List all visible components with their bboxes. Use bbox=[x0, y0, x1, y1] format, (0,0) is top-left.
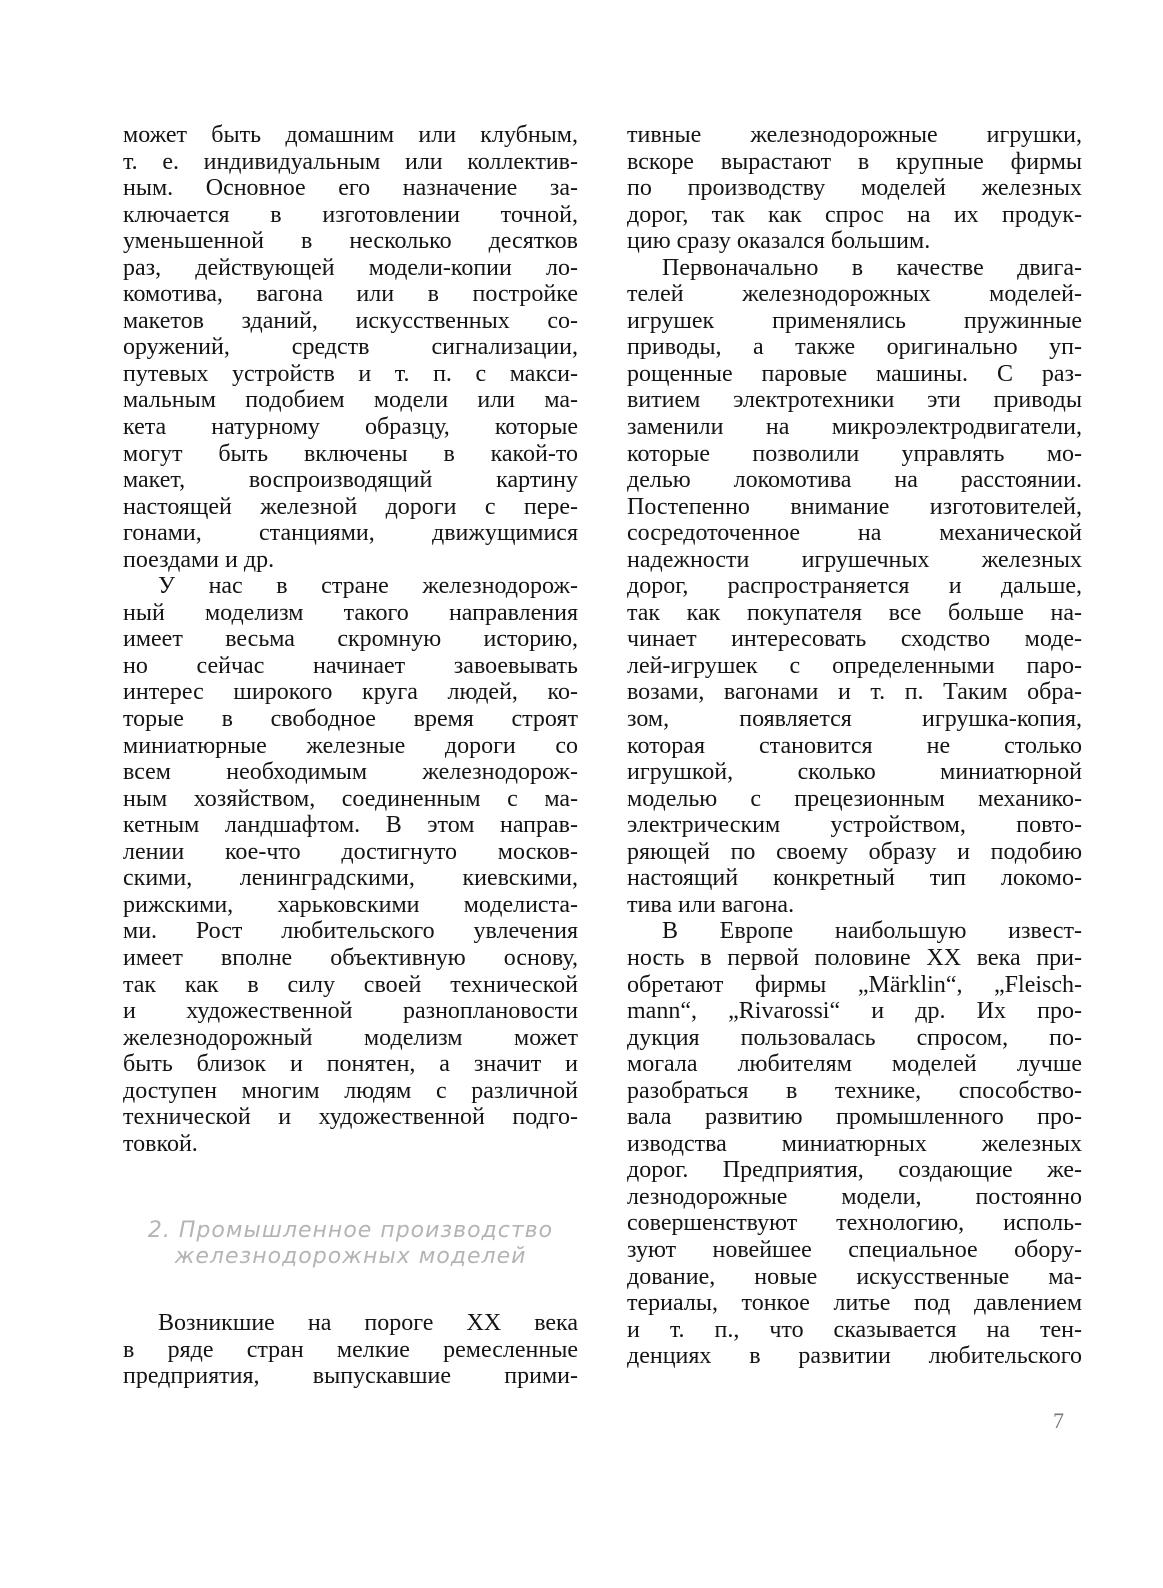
text-line: мальным подобием модели или ма- bbox=[123, 387, 578, 414]
text-line: электрическим устройством, повто- bbox=[627, 812, 1082, 839]
text-line: может быть домашним или клубным, bbox=[123, 122, 578, 148]
text-line: ный моделизм такого направления bbox=[123, 599, 578, 626]
text-line: денциях в развитии любительского bbox=[627, 1343, 1082, 1370]
text-line: ряющей по своему образу и подобию bbox=[627, 838, 1082, 865]
section-heading bbox=[123, 1218, 578, 1270]
text-line: кетным ландшафтом. В этом направ- bbox=[123, 812, 578, 839]
text-line: тивные железнодорожные игрушки, bbox=[627, 122, 1082, 148]
text-line: имеет весьма скромную историю, bbox=[123, 626, 578, 653]
text-line: так как в силу своей технической bbox=[123, 971, 578, 998]
text-line: зом, появляется игрушка-копия, bbox=[627, 706, 1082, 733]
text-line: разобраться в технике, способство- bbox=[627, 1077, 1082, 1104]
text-line: зуют новейшее специальное обору- bbox=[627, 1236, 1082, 1263]
text-line: телей железнодорожных моделей- bbox=[627, 281, 1082, 308]
text-line: дорог, так как спрос на их продук- bbox=[627, 201, 1082, 228]
text-line: рощенные паровые машины. С раз- bbox=[627, 360, 1082, 387]
text-line: дование, новые искусственные ма- bbox=[627, 1263, 1082, 1290]
text-line: макет, воспроизводящий картину bbox=[123, 467, 578, 494]
left-column-continuation bbox=[123, 1310, 578, 1390]
text-line: настоящей железной дороги с пере- bbox=[123, 493, 578, 520]
section-heading-line: железнодорожных моделей bbox=[174, 1244, 527, 1269]
text-line: кета натурному образцу, которые bbox=[123, 414, 578, 441]
text-line: т. е. индивидуальным или коллектив- bbox=[123, 148, 578, 175]
text-line: настоящий конкретный тип локомо- bbox=[627, 865, 1082, 892]
text-line: териалы, тонкое литье под давлением bbox=[627, 1290, 1082, 1317]
text-line: могала любителям моделей лучше bbox=[627, 1051, 1082, 1078]
text-line: оружений, средств сигнализации, bbox=[123, 334, 578, 361]
text-line: комотива, вагона или в постройке bbox=[123, 281, 578, 308]
page-number: 7 bbox=[1053, 1408, 1064, 1433]
text-line: путевых устройств и т. п. с макси- bbox=[123, 360, 578, 387]
text-line: mann“, „Rivarossi“ и др. Их про- bbox=[627, 998, 1082, 1025]
text-line: ность в первой половине XX века при- bbox=[627, 944, 1082, 971]
text-line: тива или вагона. bbox=[627, 891, 795, 918]
text-line: дорог, распространяется и дальше, bbox=[627, 573, 1082, 600]
text-line: торые в свободное время строят bbox=[123, 706, 578, 733]
text-line: заменили на микроэлектродвигатели, bbox=[627, 414, 1082, 441]
text-line: ми. Рост любительского увлечения bbox=[123, 918, 578, 945]
left-column bbox=[123, 122, 578, 1157]
text-line: совершенствуют технологию, исполь- bbox=[627, 1210, 1082, 1237]
text-line: имеет вполне объективную основу, bbox=[123, 944, 578, 971]
text-line: могут быть включены в какой-то bbox=[123, 440, 578, 467]
paragraph-start-line: Первоначально в качестве двига- bbox=[662, 254, 1082, 281]
text-line: рижскими, харьковскими моделиста- bbox=[123, 891, 578, 918]
text-line: так как покупателя все больше на- bbox=[627, 599, 1082, 626]
right-column bbox=[627, 122, 1082, 1370]
text-line: лей-игрушек с определенными паро- bbox=[627, 652, 1082, 679]
text-line: ключается в изготовлении точной, bbox=[123, 201, 578, 228]
text-line: моделью с прецезионным механико- bbox=[627, 785, 1082, 812]
text-line: дорог. Предприятия, создающие же- bbox=[627, 1157, 1082, 1184]
text-line: цию сразу оказался большим. bbox=[627, 228, 931, 255]
text-line: витием электротехники эти приводы bbox=[627, 387, 1082, 414]
text-line: Постепенно внимание изготовителей, bbox=[627, 493, 1082, 520]
text-line: в ряде стран мелкие ремесленные bbox=[123, 1336, 578, 1363]
section-heading-line: 2. Промышленное производство bbox=[147, 1218, 554, 1243]
text-line: уменьшенной в несколько десятков bbox=[123, 228, 578, 255]
text-line: поездами и др. bbox=[123, 546, 275, 573]
text-line: которые позволили управлять мо- bbox=[627, 440, 1082, 467]
text-line: игрушкой, сколько миниатюрной bbox=[627, 759, 1082, 786]
text-line: макетов зданий, искусственных со- bbox=[123, 307, 578, 334]
text-line: лении кое-что достигнуто москов- bbox=[123, 838, 578, 865]
text-line: ным. Основное его назначение за- bbox=[123, 175, 578, 202]
text-line: скими, ленинградскими, киевскими, bbox=[123, 865, 578, 892]
text-line: чинает интересовать сходство моде- bbox=[627, 626, 1082, 653]
text-line: всем необходимым железнодорож- bbox=[123, 759, 578, 786]
paragraph-start-line: Возникшие на пороге XX века bbox=[158, 1310, 578, 1336]
text-line: сосредоточенное на механической bbox=[627, 520, 1082, 547]
text-line: которая становится не столько bbox=[627, 732, 1082, 759]
text-line: гонами, станциями, движущимися bbox=[123, 520, 578, 547]
text-line: предприятия, выпускавшие прими- bbox=[123, 1363, 578, 1390]
text-line: товкой. bbox=[123, 1130, 198, 1157]
text-line: вала развитию промышленного про- bbox=[627, 1104, 1082, 1131]
text-line: и художественной разноплановости bbox=[123, 998, 578, 1025]
text-line: быть близок и понятен, а значит и bbox=[123, 1051, 578, 1078]
text-line: возами, вагонами и т. п. Таким обра- bbox=[627, 679, 1082, 706]
text-line: и т. п., что сказывается на тен- bbox=[627, 1316, 1082, 1343]
text-line: доступен многим людям с различной bbox=[123, 1077, 578, 1104]
text-line: раз, действующей модели-копии ло- bbox=[123, 254, 578, 281]
text-line: дукция пользовалась спросом, по- bbox=[627, 1024, 1082, 1051]
text-line: надежности игрушечных железных bbox=[627, 546, 1082, 573]
text-line: интерес широкого круга людей, ко- bbox=[123, 679, 578, 706]
text-line: делью локомотива на расстоянии. bbox=[627, 467, 1082, 494]
text-line: но сейчас начинает завоевывать bbox=[123, 652, 578, 679]
text-line: технической и художественной подго- bbox=[123, 1104, 578, 1131]
text-line: обретают фирмы „Märklin“, „Fleisch- bbox=[627, 971, 1082, 998]
text-line: ным хозяйством, соединенным с ма- bbox=[123, 785, 578, 812]
text-line: вскоре вырастают в крупные фирмы bbox=[627, 148, 1082, 175]
paragraph-start-line: У нас в стране железнодорож- bbox=[158, 573, 578, 600]
text-line: железнодорожный моделизм может bbox=[123, 1024, 578, 1051]
text-line: приводы, а также оригинально уп- bbox=[627, 334, 1082, 361]
text-line: миниатюрные железные дороги со bbox=[123, 732, 578, 759]
paragraph-start-line: В Европе наибольшую извест- bbox=[662, 918, 1082, 945]
text-line: по производству моделей железных bbox=[627, 175, 1082, 202]
text-line: лезнодорожные модели, постоянно bbox=[627, 1183, 1082, 1210]
text-line: игрушек применялись пружинные bbox=[627, 307, 1082, 334]
text-line: изводства миниатюрных железных bbox=[627, 1130, 1082, 1157]
